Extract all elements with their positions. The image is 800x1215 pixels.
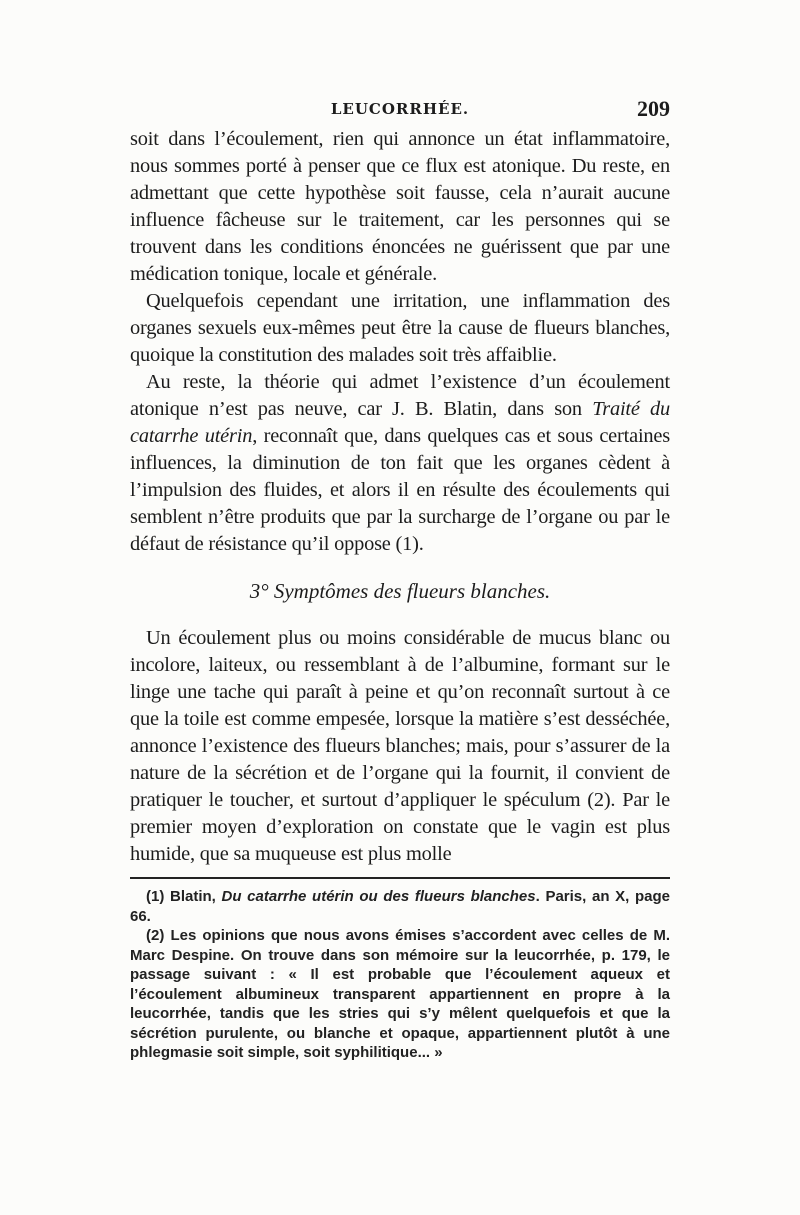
footnote-1-text-a: (1) Blatin, <box>146 888 222 905</box>
paragraph-theory-text-a: Au reste, la théorie qui admet l’existence d’un écoulement atonique n’est pas neuve, car J. B. Blatin, dans son <box>130 371 670 420</box>
section-heading <box>130 578 670 605</box>
footnotes <box>130 887 670 1063</box>
page-header <box>130 96 670 126</box>
running-title: LEUCORRHÉE. <box>330 100 470 118</box>
cited-work-title: Traité du catarrhe utérin <box>130 398 670 447</box>
page-number: 209 <box>637 96 670 121</box>
section-number: 3° <box>249 579 269 603</box>
footnote-2: (2) Les opinions que nous avons émises s’accordent avec celles de M. Marc Despine. On trouve dans son mémoire sur la leucorrhée, p. 179, le passage suivant : « Il est probable que l’écoulement aqueux et l’écoulement albumineux transparent appartiennent en propre à la leucorrhée, tandis que les stries qui s’y mêlent quelquefois et que la sécrétion purulente, ou blanche et opaque, appartiennent plutôt à une phlegmasie soit simple, soit syphilitique... » <box>130 927 670 1061</box>
paragraph-theory <box>130 369 670 558</box>
paragraph-irritation: Quelquefois cependant une irritation, une inflammation des organes sexuels eux-mêmes peut être la cause de flueurs blanches, quoique la constitution des malades soit très affaiblie. <box>130 290 670 366</box>
paragraph-theory-text-b: , reconnaît que, dans quelques cas et sous certaines influences, la diminution de ton fait que les organes cèdent à l’impulsion des fluides, et alors il en résulte des écoulements qui semblent n’être produits que par la surcharge de l’organe ou par le défaut de résistance qu’il oppose (1). <box>130 425 670 555</box>
footnote-1-title: Du catarrhe utérin ou des flueurs blanches <box>221 888 536 905</box>
section-title: Symptômes des flueurs blanches. <box>273 579 551 603</box>
footnote-1 <box>130 887 670 926</box>
paragraph-continuation: soit dans l’écoulement, rien qui annonce un état inflammatoire, nous sommes porté à penser que ce flux est atonique. Du reste, en admettant que cette hypothèse soit fausse, cela n’aurait aucune influence fâcheuse sur le traitement, car les personnes qui se trouvent dans les conditions énoncées ne guérissent que par une médication tonique, locale et générale. <box>130 128 670 285</box>
main-text <box>130 126 670 868</box>
footnote-1-text-b: . Paris, an X, page 66. <box>130 888 671 925</box>
paragraph-symptoms: Un écoulement plus ou moins considérable de mucus blanc ou incolore, laiteux, ou ressemblant à de l’albumine, formant sur le linge une tache qui paraît à peine et qu’on reconnaît surtout à ce que la toile est comme empesée, lorsque la matière s’est desséchée, annonce l’existence des flueurs blanches; mais, pour s’assurer de la nature de la sécrétion et de l’organe qui la fournit, il convient de pratiquer le toucher, et surtout d’appliquer le spéculum (2). Par le premier moyen d’exploration on constate que le vagin est plus humide, que sa muqueuse est plus molle <box>130 627 670 865</box>
footnote-divider <box>130 877 670 879</box>
